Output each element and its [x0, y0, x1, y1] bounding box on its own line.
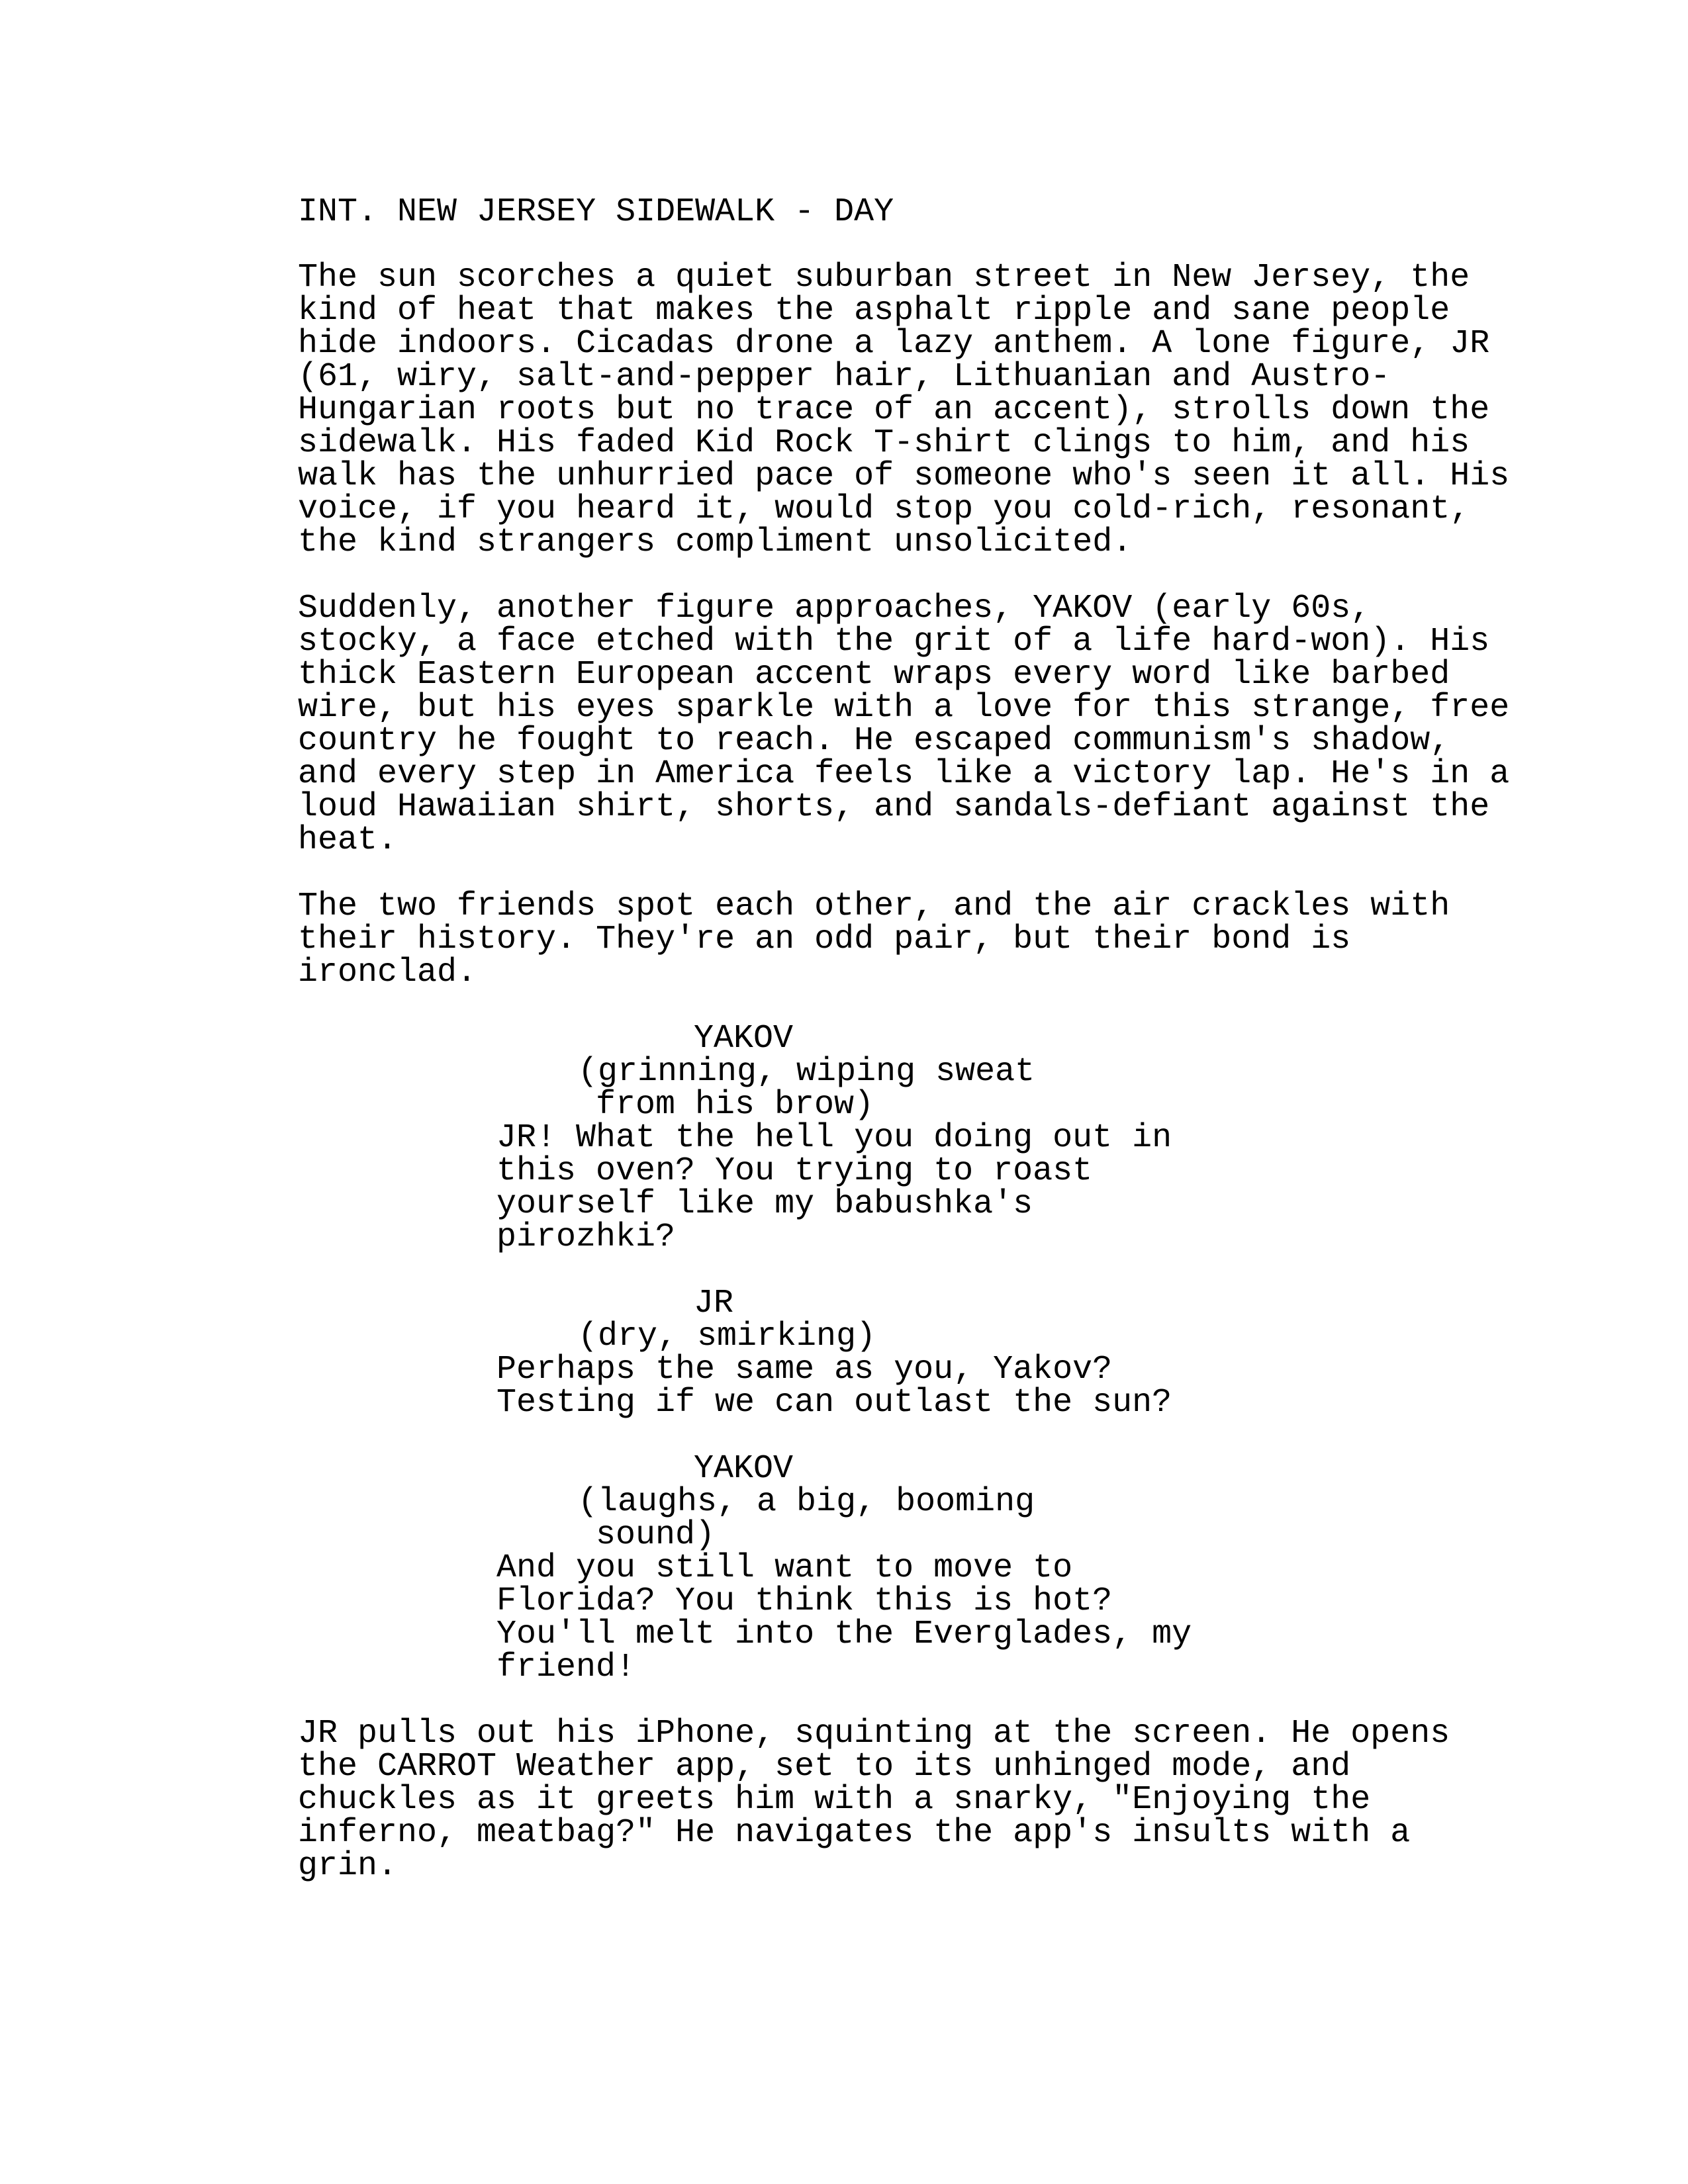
action-line: sidewalk. His faded Kid Rock T-shirt clings to him, and his: [298, 424, 1470, 462]
character-name: YAKOV: [694, 1450, 794, 1488]
action-line: hide indoors. Cicadas drone a lazy anthem. A lone figure, JR: [298, 325, 1490, 363]
action-line: chuckles as it greets him with a snarky, "Enjoying the: [298, 1781, 1371, 1819]
action-line: The two friends spot each other, and the air crackles with: [298, 887, 1450, 925]
action-line: ironclad.: [298, 954, 477, 991]
action-line: heat.: [298, 821, 398, 859]
dialogue-line: yourself like my babushka's: [496, 1185, 1033, 1223]
action-line: (61, wiry, salt-and-pepper hair, Lithuanian and Austro-: [298, 358, 1391, 396]
action-line: kind of heat that makes the asphalt ripple and sane people: [298, 292, 1450, 330]
parenthetical: sound): [596, 1516, 716, 1554]
action-line: The sun scorches a quiet suburban street in New Jersey, the: [298, 259, 1470, 296]
action-line: voice, if you heard it, would stop you cold-rich, resonant,: [298, 490, 1470, 528]
dialogue-line: Testing if we can outlast the sun?: [496, 1384, 1172, 1422]
dialogue-line: pirozhki?: [496, 1218, 676, 1256]
action-line: the kind strangers compliment unsolicited.: [298, 523, 1133, 561]
action-line: their history. They're an odd pair, but their bond is: [298, 921, 1351, 958]
dialogue-line: this oven? You trying to roast: [496, 1152, 1093, 1190]
character-name: YAKOV: [694, 1020, 794, 1058]
action-line: inferno, meatbag?" He navigates the app's insults with a: [298, 1814, 1411, 1852]
action-line: loud Hawaiian shirt, shorts, and sandals-defiant against the: [298, 788, 1490, 826]
action-line: grin.: [298, 1847, 398, 1885]
action-line: country he fought to reach. He escaped communism's shadow,: [298, 722, 1450, 760]
parenthetical: (dry, smirking): [578, 1318, 876, 1355]
dialogue-line: JR! What the hell you doing out in: [496, 1119, 1172, 1157]
dialogue-line: You'll melt into the Everglades, my: [496, 1615, 1192, 1653]
dialogue-line: Florida? You think this is hot?: [496, 1582, 1113, 1620]
action-line: thick Eastern European accent wraps every word like barbed: [298, 656, 1450, 694]
parenthetical: (grinning, wiping sweat: [578, 1053, 1035, 1091]
dialogue-line: Perhaps the same as you, Yakov?: [496, 1351, 1113, 1388]
action-line: and every step in America feels like a victory lap. He's in a: [298, 755, 1510, 793]
parenthetical: (laughs, a big, booming: [578, 1483, 1035, 1521]
dialogue-line: friend!: [496, 1649, 636, 1686]
action-line: wire, but his eyes sparkle with a love for this strange, free: [298, 689, 1510, 727]
parenthetical: from his brow): [596, 1086, 874, 1124]
action-line: walk has the unhurried pace of someone who's seen it all. His: [298, 457, 1510, 495]
action-line: Suddenly, another figure approaches, YAKOV (early 60s,: [298, 590, 1371, 627]
action-line: the CARROT Weather app, set to its unhinged mode, and: [298, 1748, 1351, 1786]
action-line: JR pulls out his iPhone, squinting at the screen. He opens: [298, 1715, 1450, 1752]
dialogue-line: And you still want to move to: [496, 1549, 1073, 1587]
scene-heading: INT. NEW JERSEY SIDEWALK - DAY: [298, 193, 894, 231]
character-name: JR: [694, 1285, 734, 1322]
action-line: stocky, a face etched with the grit of a life hard-won). His: [298, 623, 1490, 660]
action-line: Hungarian roots but no trace of an accent), strolls down the: [298, 391, 1490, 429]
